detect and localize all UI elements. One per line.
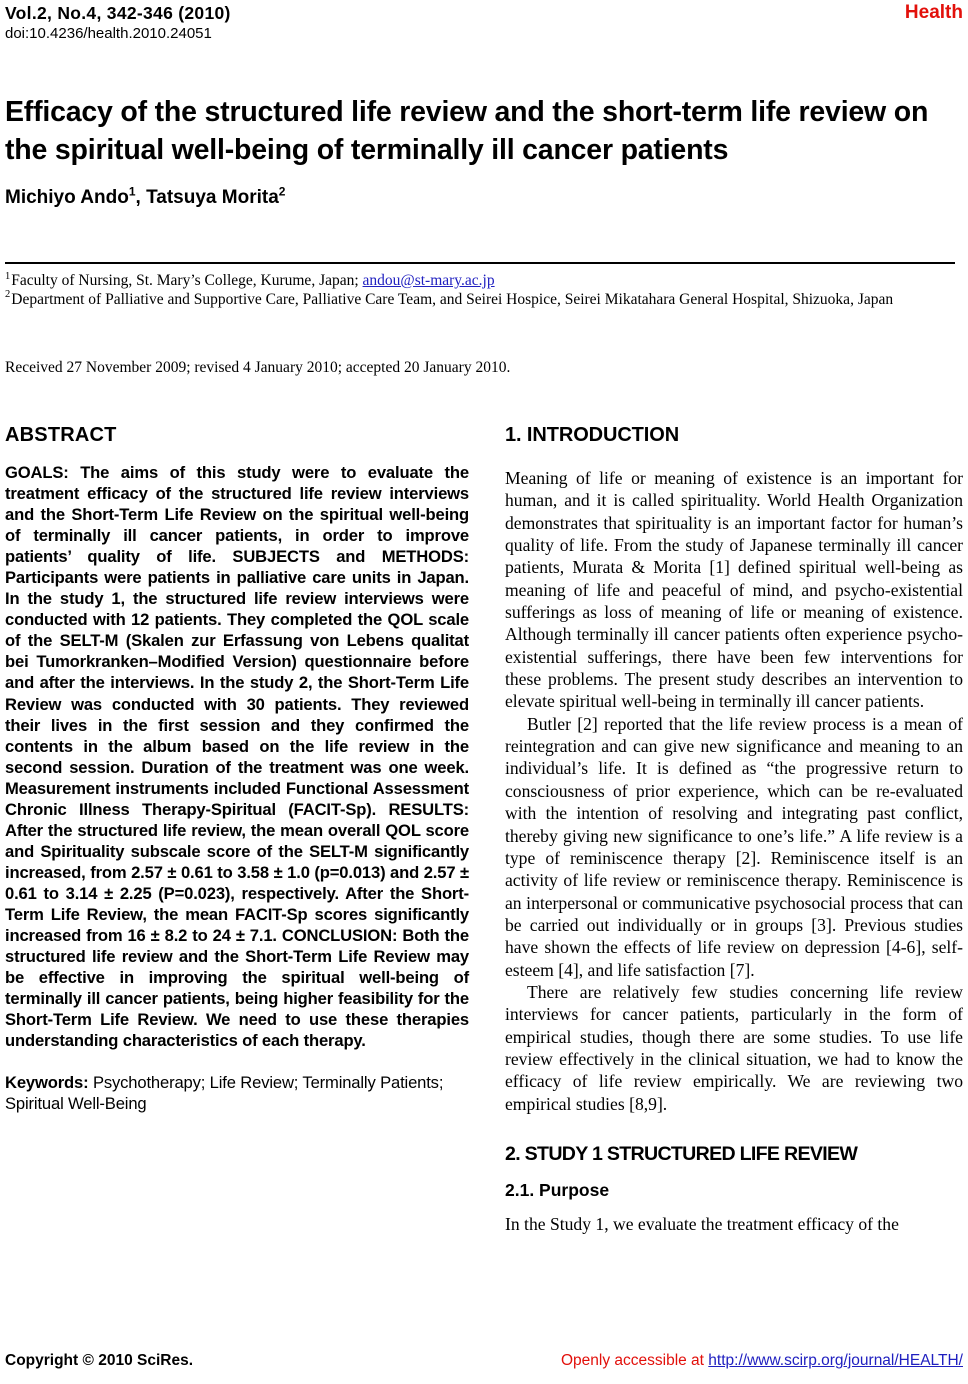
page-title: Efficacy of the structured life review and the short-term life review on the spiritual well-being of terminally ill cancer patients: [5, 96, 929, 166]
study1-purpose-heading: 2.1. Purpose: [505, 1179, 610, 1200]
author-name-2: Tatsuya Morita: [146, 187, 279, 208]
author-affiliation-marker-2: 2: [278, 184, 286, 199]
doi-identifier: doi:10.4236/health.2010.24051: [5, 25, 212, 42]
affiliation-1: [5, 272, 961, 291]
study1-purpose-paragraph: In the Study 1, we evaluate the treatment efficacy of the: [505, 1213, 899, 1234]
introduction-paragraph-3: There are relatively few studies concerning life review interviews for cancer patients, particularly in the form of empirical studies, though there are some studies. To use life review effectively in the clinical situation, we had to know the efficacy of life review empirically. We are reviewing two empirical studies [8,9].: [505, 981, 963, 1114]
page-footer: [5, 1351, 963, 1375]
author-name-1: Michiyo Ando: [5, 187, 129, 208]
affiliation-marker-1: 1: [5, 270, 11, 282]
introduction-paragraph-1: Meaning of life or meaning of existence is an important for human, and it is called spirituality. World Health Organization demonstrates that spirituality is an important factor for human’s quality of life. From the study of Japanese terminally ill cancer patients, Murata & Morita [1] defined spiritual well-being as meaning of life and peaceful of mind, and psycho-existential sufferings as loss of meaning of life or meaning of existence. Although terminally ill cancer patients often experience psycho-existential sufferings, there have been few interventions for these problems. The present study describes an intervention to elevate spiritual well-being in terminally ill cancer patients.: [505, 468, 963, 712]
open-access-label: Openly accessible at: [560, 1352, 709, 1369]
masthead: [5, 3, 963, 47]
study1-heading: 2. STUDY 1 STRUCTURED LIFE REVIEW: [505, 1142, 858, 1165]
abstract-body-text: GOALS: The aims of this study were to evaluate the treatment efficacy of the structured life review interviews and the Short-Term Life Review on the spiritual well-being of terminally ill cancer patients, in order to improve patients’ quality of life. SUBJECTS and METHODS: Participants were patients in palliative care units in Japan. In the study 1, the structured life review interviews were conducted with 12 patients. They completed the QOL scale of the SELT-M (Skalen zur Erfassung von Lebens qualitat bei Tumorkranken–Modified Version) questionnaire before and after the interviews. In the study 2, the Short-Term Life Review was conducted with 30 patients. They reviewed their lives in the first session and they confirmed the contents in the album based on the life review in the second session. Duration of the treatment was one week. Measurement instruments included Functional Assessment Chronic Illness Therapy-Spiritual (FACIT-Sp). RESULTS: After the structured life review, the mean overall QOL score and Spirituality subscale score of the SELT-M significantly increased, from 2.57 ± 0.61 to 3.58 ± 1.0 (p=0.013) and 2.57 ± 0.61 to 3.14 ± 2.25 (P=0.023), respectively. After the Short-Term Life Review, the mean FACIT-Sp scores significantly increased from 16 ± 8.2 to 24 ± 7.1. CONCLUSION: Both the structured life review and the Short-Term Life Review may be effective in improving the spiritual well-being of terminally ill cancer patients, being higher feasibility for the Short-Term Life Review. We need to use these therapies understanding characteristics of each therapy.: [5, 463, 469, 1051]
title-divider-rule: [5, 262, 955, 264]
masthead-citation-block: [5, 3, 231, 43]
abstract-heading: ABSTRACT: [5, 424, 117, 446]
received-revised-accepted-dates: Received 27 November 2009; revised 4 January 2010; accepted 20 January 2010.: [5, 359, 511, 376]
title-block: [5, 93, 955, 209]
author-list: [5, 184, 955, 209]
affiliation-1-text: Faculty of Nursing, St. Mary’s College, Kurume, Japan;: [11, 272, 363, 289]
copyright-notice: Copyright © 2010 SciRes.: [5, 1352, 194, 1369]
affiliations-block: [5, 272, 961, 309]
keywords-line: [5, 1072, 469, 1114]
keywords-values: Psychotherapy; Life Review; Terminally Patients; Spiritual Well-Being: [5, 1073, 444, 1114]
author-separator: ,: [135, 187, 147, 208]
affiliation-marker-2: 2: [5, 289, 11, 301]
author-affiliation-marker-1: 1: [128, 184, 136, 199]
column-right-main: [505, 424, 963, 1235]
keywords-label: Keywords:: [5, 1073, 89, 1093]
affiliation-2: [5, 291, 961, 310]
introduction-heading: 1. INTRODUCTION: [505, 424, 680, 446]
open-access-note: [561, 1351, 963, 1371]
introduction-paragraph-2: Butler [2] reported that the life review process is a mean of reintegration and can give new significance and meaning to an individual’s life. It is defined as “the progressive return to consciousness of prior experience, which can be re-evaluated with the intention of resolving and integrating past conflict, thereby giving new significance to one’s life.” A life review is a type of reminiscence therapy [2]. Reminiscence itself is an activity of life review or reminiscence therapy. Reminiscence is an interpersonal or communicative psychosocial process that can be carried out individually or in groups [3]. Previous studies have shown the effects of life review on depression [4-6], self-esteem [4], and life satisfaction [7].: [505, 713, 963, 980]
author-email-link[interactable]: andou@st-mary.ac.jp: [362, 272, 495, 289]
journal-url-link[interactable]: http://www.scirp.org/journal/HEALTH/: [708, 1352, 963, 1369]
affiliation-2-text: Department of Palliative and Supportive Care, Palliative Care Team, and Seirei Hospice, Seirei Mikatahara General Hospital, Shizuoka, Japan: [11, 290, 894, 308]
column-left-abstract: [5, 424, 469, 1114]
volume-issue-pages: Vol.2, No.4, 342-346 (2010): [5, 3, 231, 23]
journal-name-logo: Health: [904, 2, 963, 23]
